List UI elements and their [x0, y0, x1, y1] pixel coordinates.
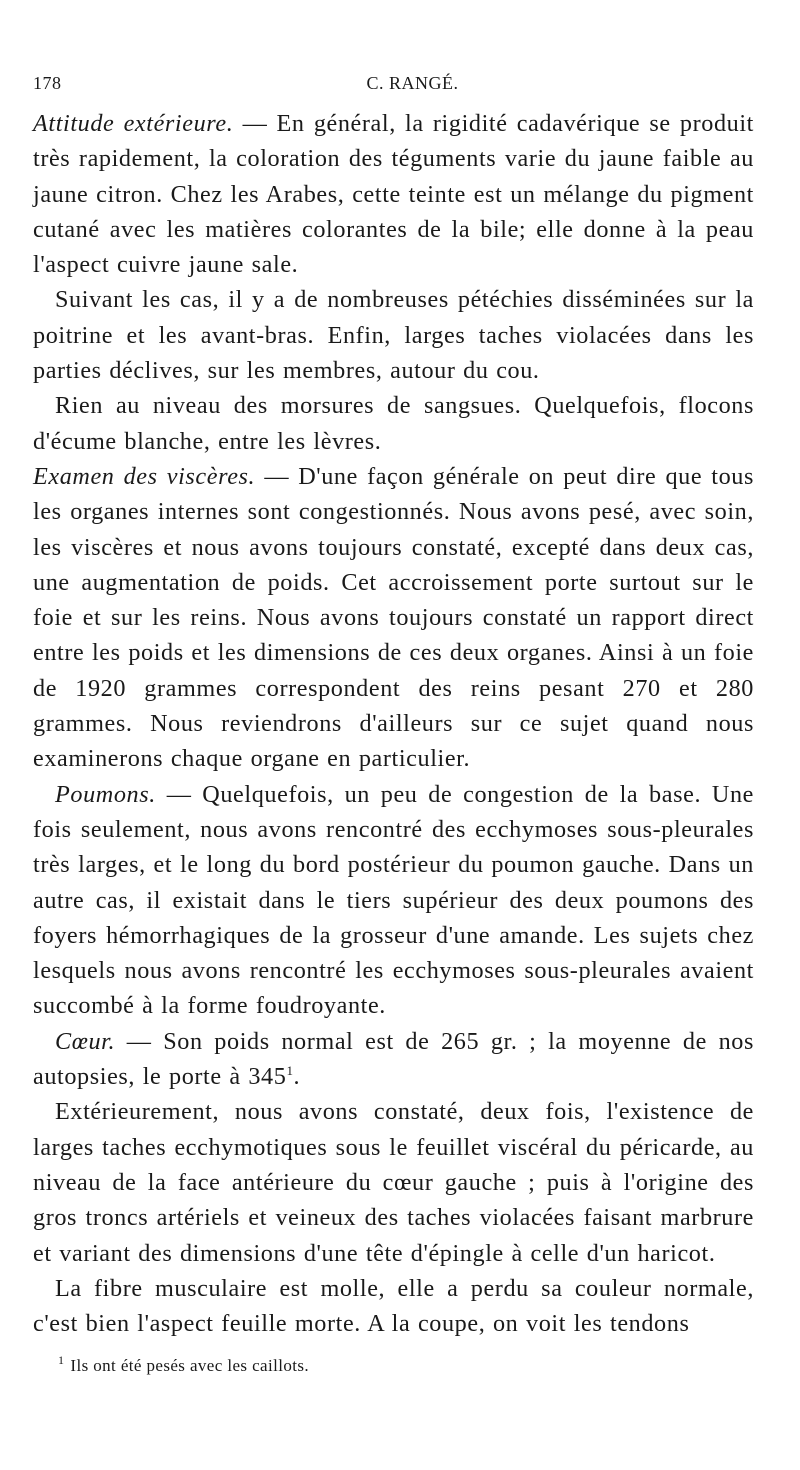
running-header	[33, 73, 762, 103]
body-text	[33, 106, 754, 1341]
paragraph-coeur	[33, 1024, 754, 1095]
section-lead: Attitude extérieure.	[33, 110, 234, 137]
paragraph-attitude	[33, 106, 754, 282]
running-title: C. RANGÉ.	[366, 73, 459, 93]
paragraph-text: La fibre musculaire est molle, elle a perdu sa couleur normale, c'est bien l'aspect feuille morte. A la coupe, on voit les tendons	[33, 1274, 754, 1338]
footnote-text: Ils ont été pesés avec les caillots.	[70, 1356, 310, 1375]
section-lead: Examen des viscères.	[33, 462, 256, 490]
paragraph-text: — En général, la rigidité cadavérique se produit très rapidement, la coloration des téguments varie du jaune faible au jaune citron. Chez les Arabes, cette teinte est un mélange du pigment cutané avec les matières colorantes de la bile; elle donne à la peau l'aspect cuivre jaune sale.	[33, 110, 754, 279]
section-lead: Cœur.	[55, 1027, 116, 1055]
paragraph-text: — Quelquefois, un peu de congestion de la base. Une fois seulement, nous avons rencontré des ecchymoses sous-pleurales très larges, et le long du bord postérieur du poumon gauche. Dans un autre cas, il existait dans le tiers supérieur des deux poumons des foyers hémorrhagiques de la grosseur d'une amande. Les sujets chez lesquels nous avons rencontré les ecchymoses sous-pleurales avaient succombé à la forme foudroyante.	[33, 780, 754, 1020]
paragraph-text: Suivant les cas, il y a de nombreuses pétéchies disséminées sur la poitrine et les avant-bras. Enfin, larges taches violacées dans les parties déclives, sur les membres, autour du cou.	[33, 286, 754, 385]
paragraph-text-tail: .	[293, 1063, 301, 1091]
paragraph-petechies	[33, 282, 754, 388]
paragraph-text: Extérieurement, nous avons constaté, deux fois, l'existence de larges taches ecchymotiques sous le feuillet viscéral du péricarde, au niveau de la face antérieure du cœur gauche ; puis à l'origine des gros troncs artériels et veineux des taches violacées faisant marbrure et variant des dimensions d'une tête d'épingle à celle d'un haricot.	[33, 1098, 754, 1267]
section-lead: Poumons.	[55, 780, 156, 808]
paragraph-fibre	[33, 1271, 754, 1342]
paragraph-sangsues	[33, 388, 754, 459]
footnote-reference: 1	[286, 1062, 294, 1078]
footnote	[58, 1353, 310, 1376]
paragraph-text: Rien au niveau des morsures de sangsues. Quelquefois, flocons d'écume blanche, entre les lèvres.	[33, 392, 754, 455]
paragraph-poumons	[33, 777, 754, 1024]
paragraph-text: — Son poids normal est de 265 gr. ; la moyenne de nos autopsies, le porte à 345	[33, 1027, 754, 1091]
paragraph-visceres	[33, 459, 754, 777]
page-number: 178	[33, 73, 62, 93]
footnote-mark: 1	[58, 1353, 65, 1368]
paragraph-exterieurement	[33, 1094, 754, 1270]
paragraph-text: — D'une façon générale on peut dire que tous les organes internes sont congestionnés. Nous avons pesé, avec soin, les viscères et nous avons toujours constaté, excepté dans deux cas, une augmentation de poids. Cet accroissement porte surtout sur le foie et sur les reins. Nous avons toujours constaté un rapport direct entre les poids et les dimensions de ces deux organes. Ainsi à un foie de 1920 grammes correspondent des reins pesant 270 et 280 grammes. Nous reviendrons d'ailleurs sur ce sujet quand nous examinerons chaque organe en particulier.	[33, 462, 755, 773]
